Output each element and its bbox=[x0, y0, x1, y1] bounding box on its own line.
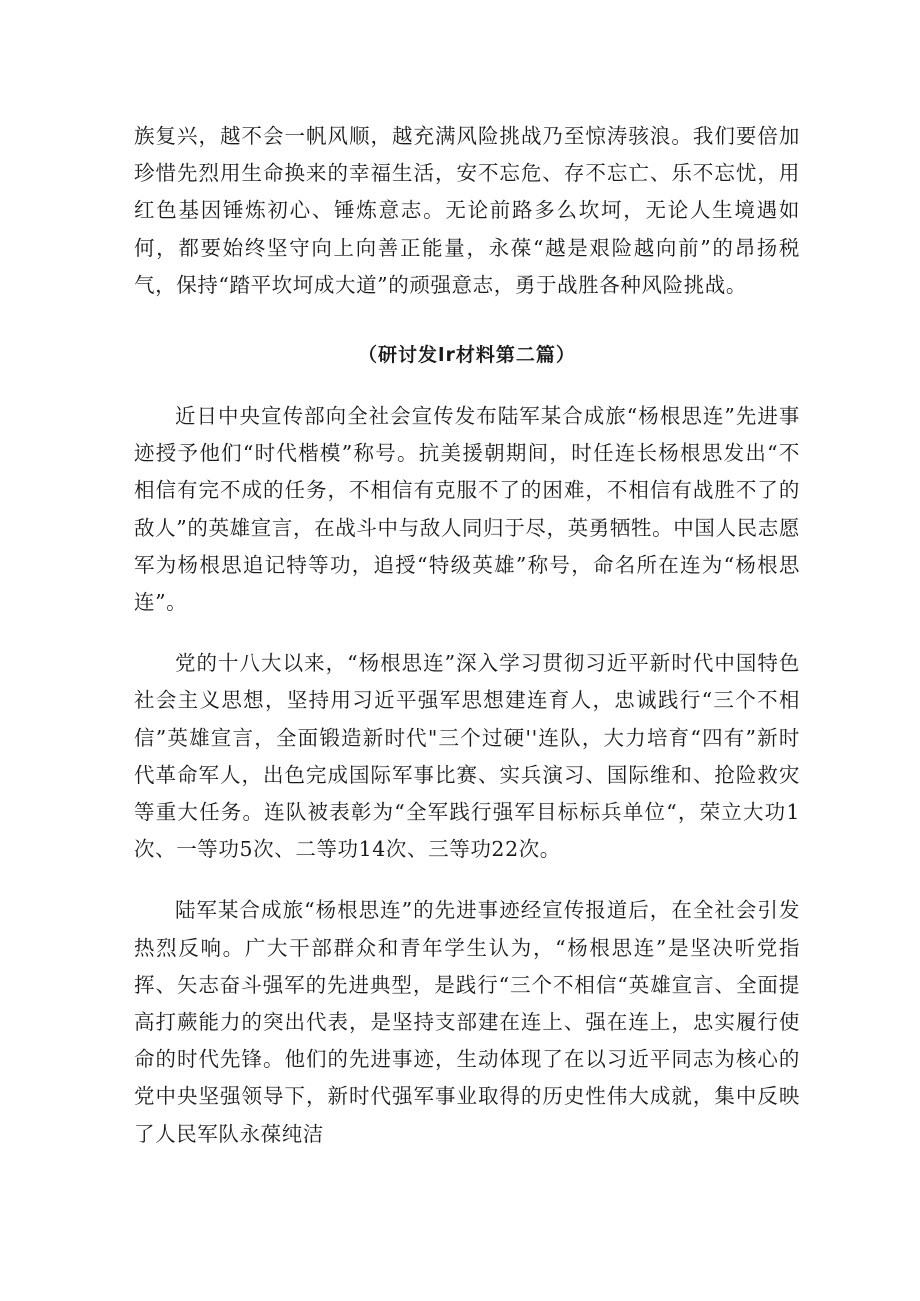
body-paragraph-1: 近日中央宣传部向全社会宣传发布陆军某合成旅“杨根思连”先进事迹授予他们“时代楷模”称号。抗美援朝期间，时任连长杨根思发出“不相信有完不成的任务，不相信有克服不了的困难，不相信有战胜不了的敌人”的英雄宣言，在战斗中与敌人同归于尽，英勇牺牲。中国人民志愿军为杨根思追记特等功，追授“特级英雄”称号，命名所在连为“杨根思连”。 bbox=[134, 404, 800, 615]
continued-paragraph: 族复兴，越不会一帆风顺，越充满风险挑战乃至惊涛骇浪。我们要倍加珍惜先烈用生命换来的幸福生活，安不忘危、存不忘亡、乐不忘忧，用红色基因锤炼初心、锤炼意志。无论前路多么坎坷，无论人生境遇如何，都要始终坚守向上向善正能量，永葆“越是艰险越向前”的昂扬税气，保持“踏平坎坷成大道”的顽强意志，勇于战胜各种风险挑战。 bbox=[134, 124, 800, 297]
section-title: （研讨发lr材料第二篇） bbox=[358, 344, 576, 367]
body-paragraph-3: 陆军某合成旅“杨根思连”的先进事迹经宣传报道后，在全社会引发热烈反响。广大干部群众和青年学生认为，“杨根思连”是坚决听党指挥、矢志奋斗强军的先进典型，是践行“三个不相信“英雄宣言、全面提高打蕨能力的突出代表，是坚持支部建在连上、强在连上，忠实履行使命的时代先锋。他们的先进事迹，生动体现了在以习近平同志为核心的党中央坚强领导下，新时代强军事业取得的历史性伟大成就，集中反映了人民军队永葆纯洁 bbox=[134, 898, 800, 1146]
body-paragraph-2: 党的十八大以来，“杨根思连”深入学习贯彻习近平新时代中国特色社会主义思想，坚持用习近平强军思想建连育人，忠诚践行“三个不相信”英雄宣言，全面锻造新时代"三个过硬''连队，大力培育“四有”新时代革命军人，出色完成国际军事比赛、实兵演习、国际维和、抢险救灾等重大任务。连队被表彰为“全军践行强军目标标兵单位“，荣立大功1次、一等功5次、二等功14次、三等功22次。 bbox=[134, 651, 800, 862]
